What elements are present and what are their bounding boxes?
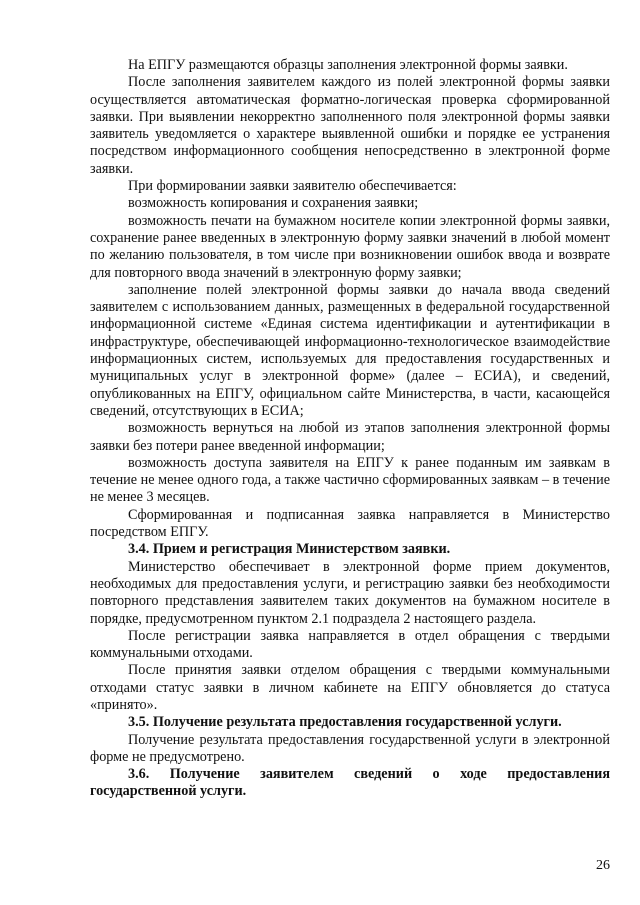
paragraph: На ЕПГУ размещаются образцы заполнения электронной формы заявки. <box>128 57 568 73</box>
paragraph: заполнение полей электронной формы заявки до начала ввода сведений заявителем с использованием данных, размещенных в федеральной государственной информационной системе «Единая система идентификации и аутентификации в инфраструктуре, обеспечивающей информационно-технологическое взаимодействие информационных систем, используемых для предоставления государственных и муниципальных услуг в электронной форме» (далее – ЕСИА), и сведений, опубликованных на ЕПГУ, официальном сайте Министерства, в части, касающейся сведений, отсутствующих в ЕСИА; <box>90 281 610 419</box>
page-number: 26 <box>596 858 610 873</box>
paragraph: При формировании заявки заявителю обеспечивается: <box>128 178 457 195</box>
paragraph: После регистрации заявка направляется в отдел обращения с твердыми коммунальными отходами. <box>90 627 610 662</box>
document-body <box>90 57 610 801</box>
section-heading: 3.6. Получение заявителем сведений о ходе предоставления государственной услуги. <box>90 766 610 800</box>
paragraph: возможность печати на бумажном носителе копии электронной формы заявки, сохранение ранее введенных в электронную форму заявки значений в любой момент по желанию пользователя, в том числе при возникновении ошибок ввода и возврате для повторного ввода значений в электронную форму заявки; <box>90 212 610 281</box>
paragraph: Министерство обеспечивает в электронной форме прием документов, необходимых для предоставления услуги, и регистрацию заявки без необходимости повторного представления заявителем таких документов на бумажном носителе в порядке, предусмотренном пунктом 2.1 подраздела 2 настоящего раздела. <box>90 558 610 627</box>
paragraph: Сформированная и подписанная заявка направляется в Министерство посредством ЕПГУ. <box>90 506 610 541</box>
paragraph: После заполнения заявителем каждого из полей электронной формы заявки осуществляется автоматическая форматно-логическая проверка сформированной заявки. При выявлении некорректно заполненного поля электронной формы заявки заявитель уведомляется о характере выявленной ошибки и порядке ее устранения посредством информационного сообщения непосредственно в электронной форме заявки. <box>90 74 610 177</box>
paragraph: возможность доступа заявителя на ЕПГУ к ранее поданным им заявкам в течение не менее одного года, а также частично сформированных заявкам – в течение не менее 3 месяцев. <box>90 454 610 506</box>
paragraph: возможность копирования и сохранения заявки; <box>128 195 419 212</box>
section-heading: 3.5. Получение результата предоставления государственной услуги. <box>128 714 562 731</box>
paragraph: После принятия заявки отделом обращения с твердыми коммунальными отходами статус заявки в личном кабинете на ЕПГУ обновляется до статуса «принято». <box>90 662 610 713</box>
section-heading: 3.4. Прием и регистрация Министерством заявки. <box>128 541 451 558</box>
paragraph: возможность вернуться на любой из этапов заполнения электронной формы заявки без потери ранее введенной информации; <box>90 420 610 454</box>
paragraph: Получение результата предоставления государственной услуги в электронной форме не предусмотрено. <box>90 731 610 765</box>
